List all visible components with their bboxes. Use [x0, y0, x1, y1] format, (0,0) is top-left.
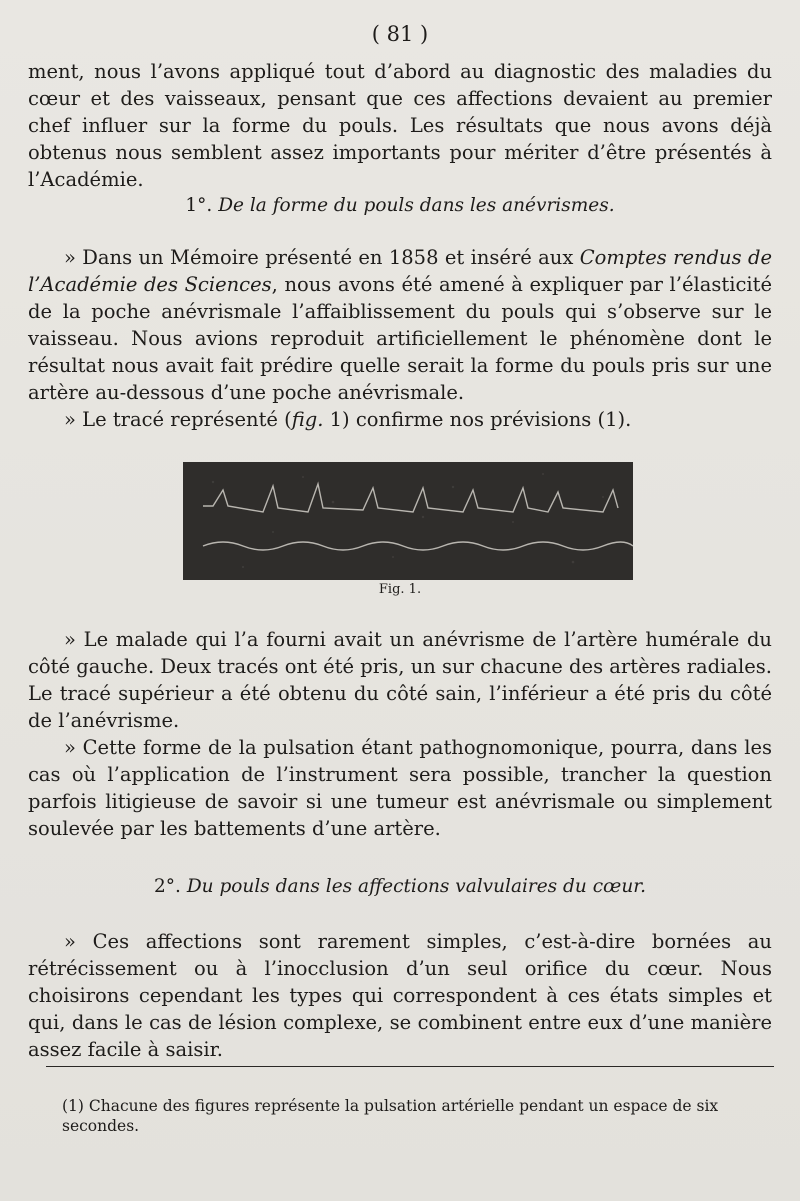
footnote-rule — [46, 1066, 774, 1067]
paragraph-3-start: » Le tracé représenté ( — [64, 408, 292, 431]
paragraph-2-end: , nous avons été amené à expliquer par l’élasticité de la poche anévrismale l’affaiblissement du pouls qui s’observe sur le vaisseau. Nous avions reproduit artificiellement le phénomène dont le résultat nous avait fait prédire quelle serait la forme du pouls pris sur une artère au-dessous d’une poche anévrismale. — [28, 273, 772, 404]
paragraph-2 — [28, 244, 772, 406]
section-heading-2 — [0, 876, 800, 897]
comptes-rendus-title: Comptes rendus de l’Académie des Sciences — [28, 246, 773, 296]
paragraph-memoire — [28, 244, 772, 433]
paragraph-3 — [28, 406, 772, 433]
paragraph-4: » Le malade qui l’a fourni avait un anévrisme de l’artère humérale du côté gauche. Deux tracés ont été pris, un sur chacune des artères radiales. Le tracé supérieur a été obtenu du côté sain, l’inférieur a été pris du côté de l’anévrisme. — [28, 628, 772, 732]
section-2-number: 2°. — [154, 876, 181, 897]
pulse-tracing-image — [183, 462, 633, 580]
paragraph-5: » Cette forme de la pulsation étant pathognomonique, pourra, dans les cas où l’application de l’instrument sera possible, trancher la question parfois litigieuse de savoir si une tumeur est anévrismale ou simplement soulevée par les battements d’une artère. — [28, 736, 772, 840]
figure-caption: Fig. 1. — [378, 582, 422, 597]
paragraph-intro — [28, 58, 772, 193]
footnote: (1) Chacune des figures représente la pulsation artérielle pendant un espace de six secondes. — [62, 1097, 719, 1135]
figure-1-pulse-tracing — [183, 462, 633, 580]
section-heading-1 — [0, 195, 800, 216]
paragraph-malade — [28, 626, 772, 842]
section-2-title: Du pouls dans les affections valvulaires du cœur. — [186, 876, 646, 897]
page-number: ( 81 ) — [371, 22, 429, 46]
paragraph-6: » Ces affections sont rarement simples, c’est-à-dire bornées au rétrécissement ou à l’inocclusion d’un seul orifice du cœur. Nous choisirons cependant les types qui correspondent à ces états simples et qui, dans le cas de lésion complexe, se combinent entre eux d’une manière assez facile à saisir. — [28, 930, 772, 1061]
fig-reference: fig. — [291, 408, 324, 431]
paragraph-1: ment, nous l’avons appliqué tout d’abord au diagnostic des maladies du cœur et des vaisseaux, pensant que ces affections devaient au premier chef influer sur la forme du pouls. Les résultats que nous avons déjà obtenus nous semblent assez importants pour mériter d’être présentés à l’Académie. — [28, 60, 772, 191]
paragraph-affections — [28, 928, 772, 1063]
paragraph-3-end: 1) confirme nos prévisions (1). — [323, 408, 632, 431]
paragraph-2-start: » Dans un Mémoire présenté en 1858 et inséré aux — [64, 246, 574, 269]
section-1-number: 1°. — [185, 195, 213, 216]
section-1-title: De la forme du pouls dans les anévrismes. — [218, 195, 615, 216]
